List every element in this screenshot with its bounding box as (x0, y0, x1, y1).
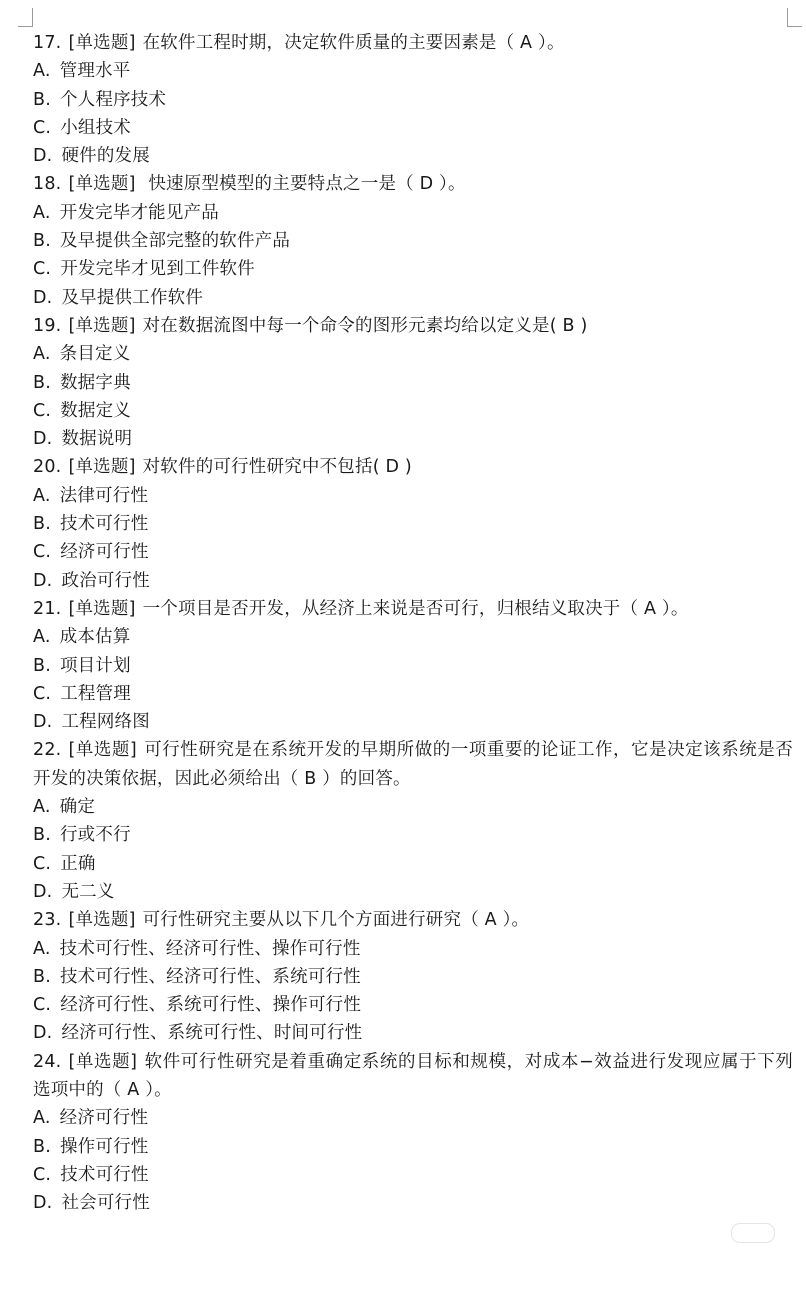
option-letter: C. (33, 1164, 52, 1185)
question-block (33, 1048, 798, 1218)
question-type-tag: [单选题] (68, 598, 136, 619)
option-text: 无二义 (61, 881, 115, 902)
answer-option (33, 935, 798, 963)
question-stem (33, 736, 793, 793)
option-letter: B. (33, 825, 51, 846)
question-block (33, 906, 798, 1047)
option-letter: A. (33, 61, 51, 82)
option-text: 硬件的发展 (61, 146, 150, 167)
question-number: 17. (33, 33, 62, 53)
option-letter: A. (33, 202, 51, 223)
answer-option (33, 538, 798, 566)
question-text: 对软件的可行性研究中不包括( D ) (142, 457, 412, 478)
option-text: 管理水平 (59, 61, 131, 82)
option-text: 技术可行性、经济可行性、系统可行性 (59, 966, 361, 987)
answer-option (33, 340, 798, 368)
option-letter: A. (33, 627, 51, 648)
answer-option (33, 1133, 798, 1161)
answer-option (33, 821, 798, 849)
question-type-tag: [单选题] (68, 910, 136, 931)
question-text: 对在数据流图中每一个命令的图形元素均给以定义是( B ) (142, 315, 588, 336)
question-text: 可行性研究主要从以下几个方面进行研究（ A ）。 (142, 910, 530, 931)
option-letter: C. (33, 683, 52, 704)
answer-option (33, 963, 798, 991)
option-letter: D. (33, 881, 53, 902)
answer-option (33, 482, 798, 510)
option-text: 法律可行性 (59, 485, 149, 506)
answer-option (33, 142, 798, 170)
answer-option (33, 850, 798, 878)
option-text: 经济可行性 (60, 542, 149, 563)
option-letter: D. (33, 429, 53, 450)
option-letter: B. (33, 966, 51, 987)
answer-option (33, 284, 798, 312)
question-stem (33, 1048, 793, 1105)
option-text: 小组技术 (60, 117, 131, 138)
question-number: 19. (33, 315, 62, 336)
question-type-tag: [单选题] (68, 1051, 138, 1072)
option-letter: B. (33, 514, 51, 535)
option-letter: C. (33, 853, 52, 874)
question-text: 在软件工程时期，决定软件质量的主要因素是（ A ）。 (142, 33, 565, 53)
option-text: 经济可行性、系统可行性、操作可行性 (60, 995, 362, 1016)
option-letter: C. (33, 400, 52, 421)
option-text: 政治可行性 (61, 570, 150, 591)
option-letter: D. (33, 570, 53, 591)
option-text: 经济可行性 (59, 1108, 149, 1129)
option-text: 工程管理 (60, 683, 131, 704)
page-corner-mark-left (18, 8, 33, 27)
question-number: 20. (33, 457, 62, 478)
answer-option (33, 991, 798, 1019)
option-text: 开发完毕才能见产品 (59, 202, 219, 223)
question-number: 21. (33, 598, 62, 619)
option-text: 确定 (59, 797, 96, 818)
answer-option (33, 708, 798, 736)
option-letter: D. (33, 287, 53, 308)
option-letter: C. (33, 995, 52, 1016)
answer-option (33, 1019, 798, 1047)
option-letter: B. (33, 655, 51, 676)
answer-option (33, 652, 798, 680)
option-text: 条目定义 (59, 344, 131, 365)
question-stem (33, 170, 798, 198)
option-letter: D. (33, 1193, 53, 1214)
answer-option (33, 1189, 798, 1217)
option-text: 成本估算 (59, 627, 131, 648)
option-letter: B. (33, 372, 51, 393)
option-letter: A. (33, 797, 51, 818)
question-text: 快速原型模型的主要特点之一是（ D ）。 (142, 174, 466, 195)
option-text: 个人程序技术 (59, 89, 167, 110)
document-body (33, 29, 798, 1217)
answer-option (33, 425, 798, 453)
answer-option (33, 227, 798, 255)
question-number: 18. (33, 174, 62, 195)
option-letter: C. (33, 542, 52, 563)
answer-option (33, 623, 798, 651)
question-block (33, 29, 798, 170)
question-block (33, 170, 798, 311)
option-text: 技术可行性 (59, 514, 149, 535)
option-text: 数据说明 (61, 429, 133, 450)
option-letter: B. (33, 231, 51, 252)
watermark-badge (731, 1223, 775, 1243)
option-text: 工程网络图 (61, 712, 150, 733)
answer-option (33, 793, 798, 821)
answer-option (33, 255, 798, 283)
question-type-tag: [单选题] (68, 457, 136, 478)
option-text: 项目计划 (59, 655, 131, 676)
option-letter: B. (33, 1136, 51, 1157)
question-number: 23. (33, 910, 62, 931)
answer-option (33, 567, 798, 595)
question-type-tag: [单选题] (68, 33, 136, 53)
option-text: 数据字典 (59, 372, 131, 393)
question-type-tag: [单选题] (68, 315, 136, 336)
answer-option (33, 397, 798, 425)
option-text: 行或不行 (59, 825, 131, 846)
option-letter: D. (33, 1023, 53, 1044)
option-text: 操作可行性 (59, 1136, 149, 1157)
question-text: 软件可行性研究是着重确定系统的目标和规模，对成本−效益进行发现应属于下列选项中的（ A ）。 (33, 1051, 793, 1100)
option-text: 及早提供工作软件 (61, 287, 204, 308)
question-stem (33, 312, 798, 340)
option-letter: A. (33, 344, 51, 365)
option-letter: A. (33, 938, 51, 959)
answer-option (33, 878, 798, 906)
option-letter: D. (33, 146, 53, 167)
option-text: 技术可行性、经济可行性、操作可行性 (59, 938, 361, 959)
question-type-tag: [单选题] (68, 174, 136, 195)
question-type-tag: [单选题] (68, 740, 137, 761)
question-stem (33, 595, 798, 623)
page-corner-mark-right (787, 8, 802, 27)
answer-option (33, 680, 798, 708)
option-letter: D. (33, 712, 53, 733)
answer-option (33, 1104, 798, 1132)
option-text: 开发完毕才见到工件软件 (60, 259, 255, 280)
question-stem (33, 453, 798, 481)
question-text: 可行性研究是在系统开发的早期所做的一项重要的论证工作，它是决定该系统是否开发的决策依据，因此必须给出（ B ）的回答。 (33, 740, 794, 789)
option-text: 及早提供全部完整的软件产品 (59, 231, 291, 252)
question-block (33, 312, 798, 453)
answer-option (33, 1161, 798, 1189)
option-text: 数据定义 (60, 400, 131, 421)
option-text: 正确 (60, 853, 96, 874)
answer-option (33, 199, 798, 227)
option-letter: C. (33, 259, 52, 280)
answer-option (33, 57, 798, 85)
answer-option (33, 369, 798, 397)
option-letter: A. (33, 485, 51, 506)
option-text: 社会可行性 (61, 1193, 150, 1214)
question-block (33, 453, 798, 594)
question-number: 24. (33, 1051, 62, 1072)
answer-option (33, 114, 798, 142)
answer-option (33, 86, 798, 114)
question-stem (33, 906, 798, 934)
option-letter: B. (33, 89, 51, 110)
question-text: 一个项目是否开发，从经济上来说是否可行，归根结义取决于（ A ）。 (142, 598, 689, 619)
question-stem (33, 29, 798, 57)
option-letter: A. (33, 1108, 51, 1129)
option-text: 技术可行性 (60, 1164, 149, 1185)
answer-option (33, 510, 798, 538)
question-block (33, 595, 798, 736)
option-letter: C. (33, 117, 52, 138)
question-number: 22. (33, 740, 62, 761)
option-text: 经济可行性、系统可行性、时间可行性 (61, 1023, 363, 1044)
question-block (33, 736, 798, 906)
